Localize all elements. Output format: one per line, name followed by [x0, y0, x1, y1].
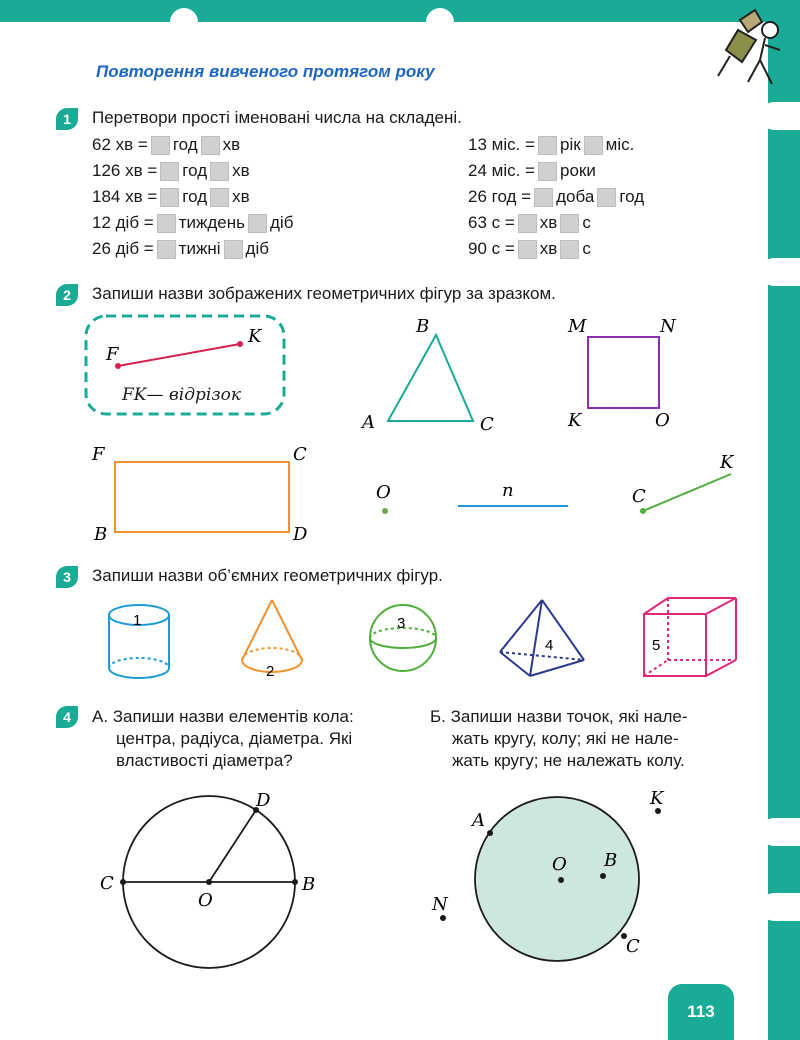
unit-label: рік	[559, 135, 581, 154]
label-b: B	[604, 850, 618, 871]
task-text: Запиши назви зображених геометричних фігур за зразком.	[92, 284, 556, 303]
shape-label: 3	[397, 615, 406, 632]
label-o: O	[198, 890, 213, 911]
label-d: D	[293, 524, 308, 545]
label-k: K	[248, 326, 262, 347]
conversion-value: 24 міс. =	[468, 161, 535, 180]
task-number: 4	[56, 706, 78, 728]
unit-label: хв	[539, 239, 558, 258]
unit-label: доба	[556, 187, 595, 206]
shape-label: 1	[133, 612, 142, 629]
text-line: А. Запиши назви елементів кола:	[92, 707, 354, 726]
conversion-value: 62 хв =	[92, 135, 148, 154]
conversion-value: 26 год =	[468, 187, 532, 206]
example-caption-text: FK— відрізок	[122, 385, 241, 405]
shape-label: 2	[266, 663, 275, 680]
unit-label: тиждень	[178, 213, 245, 232]
unit-label: хв	[232, 187, 250, 206]
unit-label: хв	[539, 213, 558, 232]
unit-label: хв	[232, 161, 250, 180]
label-n: n	[502, 480, 514, 501]
label-d: D	[256, 790, 271, 811]
conversion-value: 63 с =	[468, 213, 515, 232]
text-line: жать кругу; не належать колу.	[452, 751, 685, 770]
task-number: 1	[56, 108, 78, 130]
unit-label: діб	[245, 239, 269, 258]
unit-label: год	[182, 187, 208, 206]
unit-label: міс.	[605, 135, 635, 154]
page-number: 113	[668, 984, 734, 1040]
text-line: центра, радіуса, діаметра. Які	[116, 729, 353, 748]
unit-label: діб	[270, 213, 294, 232]
label-k: K	[720, 452, 734, 473]
label-o: O	[655, 410, 670, 431]
label-b: B	[416, 316, 430, 337]
label-m: M	[568, 316, 587, 337]
shape-label: 4	[545, 637, 554, 654]
label-f: F	[92, 444, 105, 465]
label-b: B	[94, 524, 108, 545]
conversion-value: 90 с =	[468, 239, 515, 258]
label-o: O	[376, 482, 391, 503]
conversion-value: 26 діб =	[92, 239, 154, 258]
task-text: Запиши назви об’ємних геометричних фігур.	[92, 566, 443, 585]
text-line: жать кругу, колу; які не нале-	[452, 729, 679, 748]
label-k: K	[650, 788, 664, 809]
label-c: C	[293, 444, 307, 465]
unit-label: год	[619, 187, 645, 206]
unit-label: роки	[559, 161, 596, 180]
label-n: N	[660, 316, 676, 337]
shape-label: 5	[652, 637, 661, 654]
task-text: Перетвори прості іменовані числа на складені.	[92, 108, 462, 127]
label-c: C	[100, 873, 114, 894]
label-b: B	[302, 874, 316, 895]
unit-label: хв	[222, 135, 241, 154]
text-line: властивості діаметра?	[116, 751, 293, 770]
conversion-value: 13 міс. =	[468, 135, 535, 154]
text-line: Б. Запиши назви точок, які нале-	[430, 707, 688, 726]
page-title: Повторення вивченого протягом року	[96, 62, 435, 81]
circle-a	[120, 796, 298, 968]
unit-label: год	[172, 135, 198, 154]
label-f: F	[106, 344, 119, 365]
label-n: N	[432, 894, 448, 915]
label-k: K	[568, 410, 582, 431]
label-o: O	[552, 854, 567, 875]
conversion-value: 12 діб =	[92, 213, 154, 232]
conversion-value: 184 хв =	[92, 187, 158, 206]
label-c: C	[480, 414, 494, 435]
unit-label: с	[582, 239, 591, 258]
task-number: 3	[56, 566, 78, 588]
label-a: A	[362, 412, 375, 433]
label-a: A	[472, 810, 485, 831]
conversion-value: 126 хв =	[92, 161, 158, 180]
unit-label: тижні	[178, 239, 221, 258]
label-c: C	[632, 486, 646, 507]
unit-label: с	[582, 213, 591, 232]
task-number: 2	[56, 284, 78, 306]
unit-label: год	[182, 161, 208, 180]
label-c: C	[626, 936, 640, 957]
